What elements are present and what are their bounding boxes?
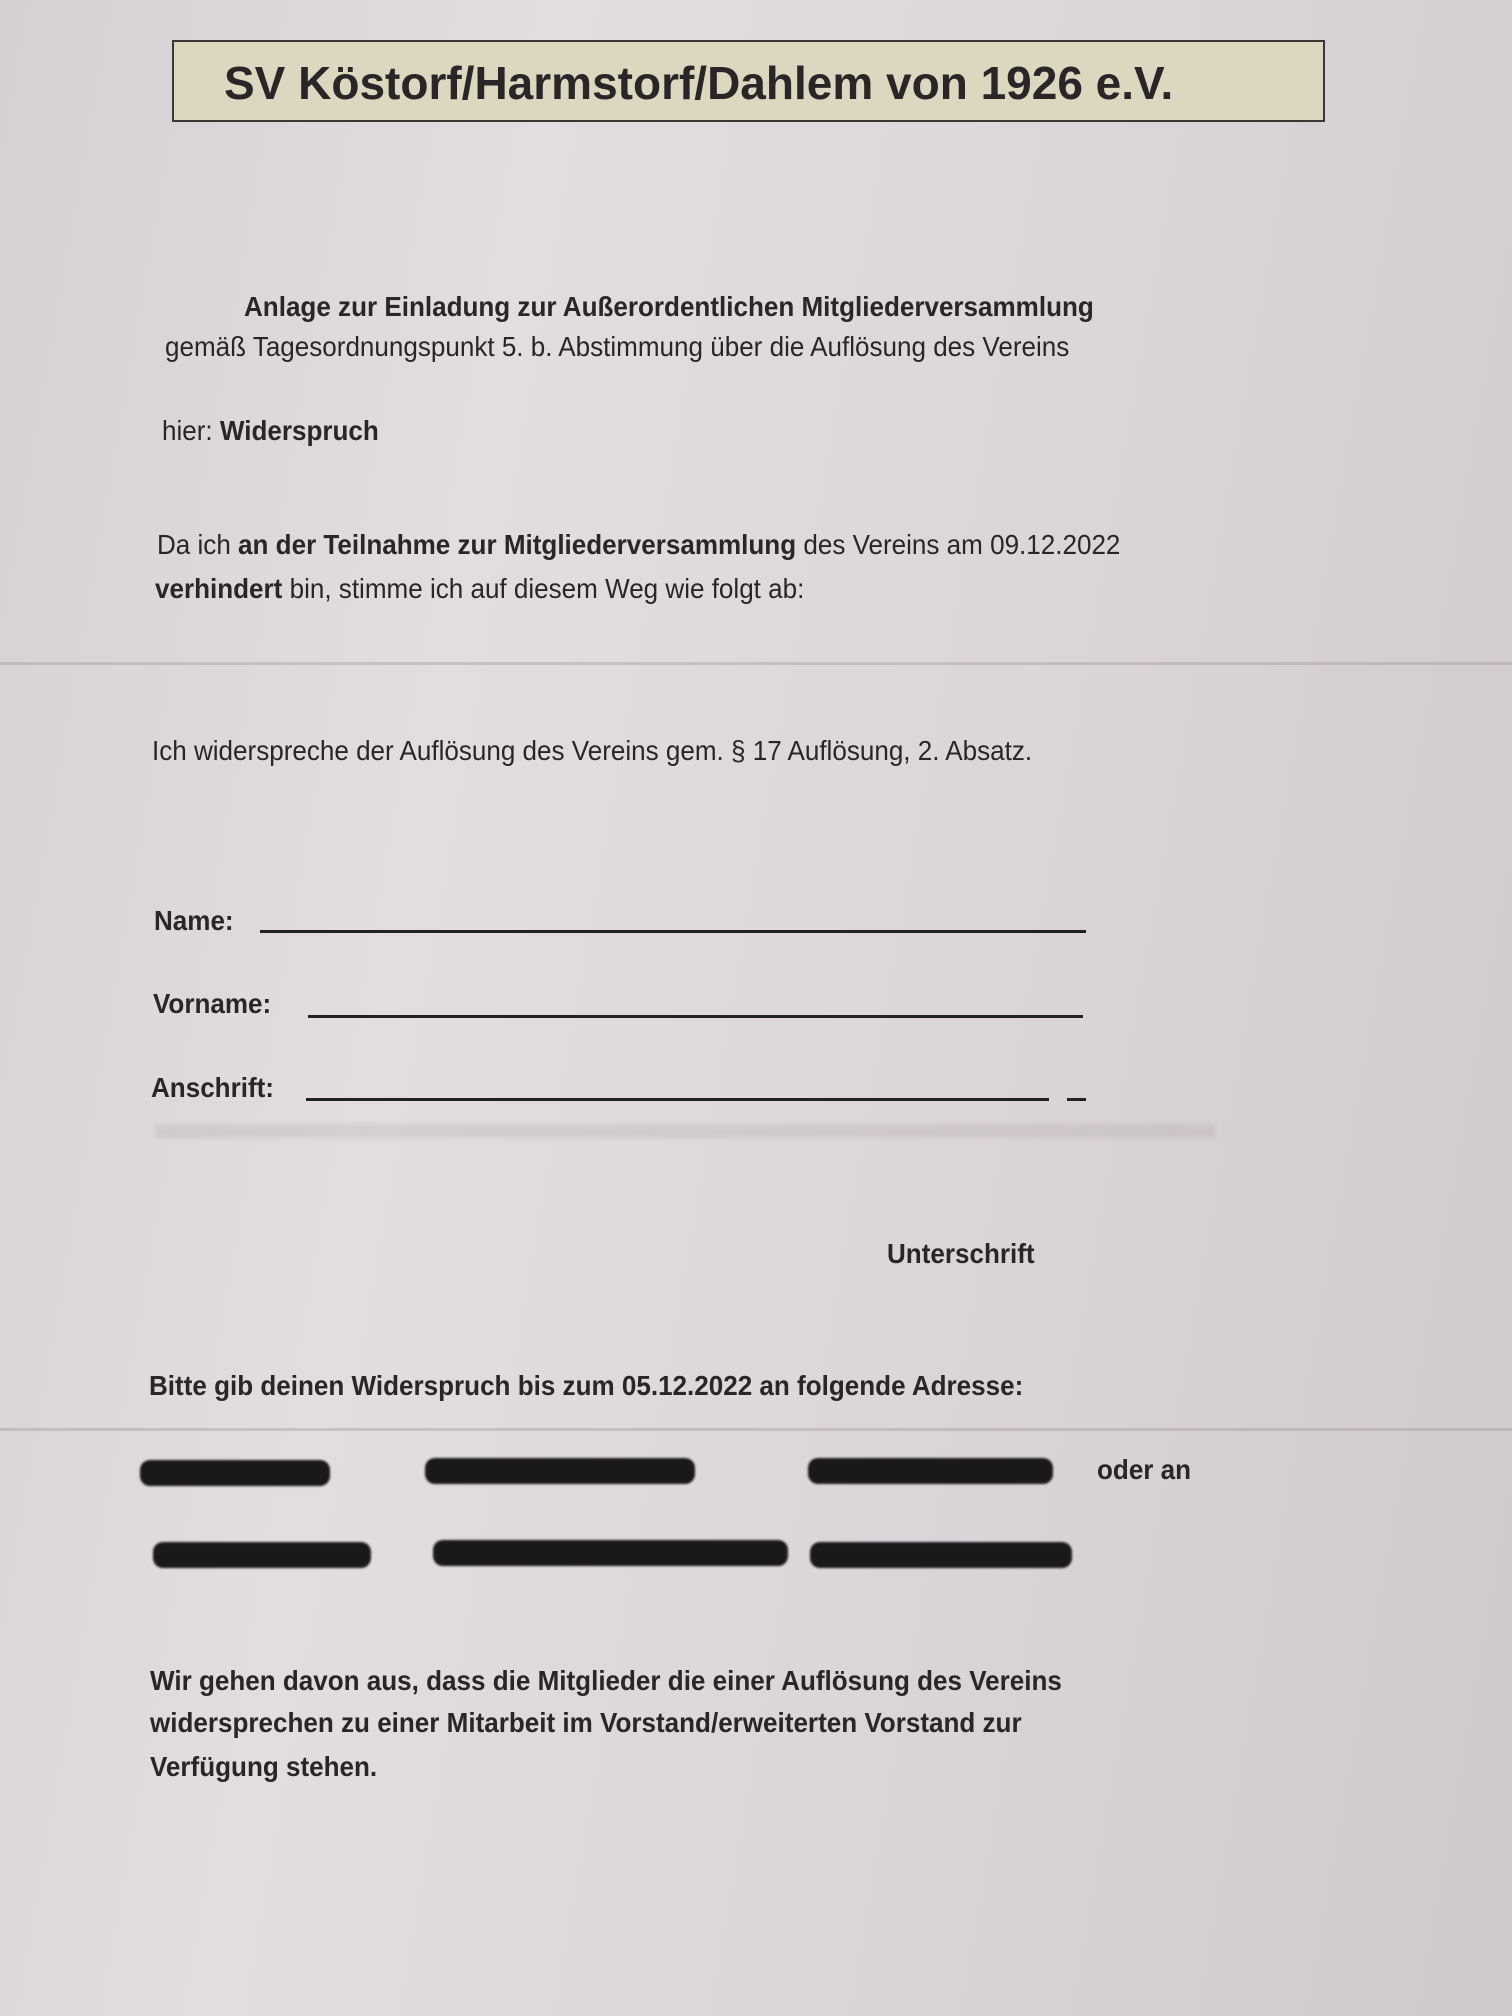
statement-line-1 <box>157 528 1120 562</box>
anschrift-field[interactable] <box>306 1098 1049 1101</box>
statement-text: Da ich <box>157 529 231 560</box>
redacted-address <box>140 1460 330 1486</box>
statement-line-2 <box>155 572 804 606</box>
show-through-text <box>155 1124 1215 1138</box>
anschrift-field-extension <box>1067 1098 1086 1101</box>
redacted-address <box>433 1540 788 1566</box>
statement-text: des Vereins am 09.12.2022 <box>803 529 1121 560</box>
statement-bold: an der Teilnahme zur Mitgliederversammlung <box>238 529 797 560</box>
objection-statement: Ich widerspreche der Auflösung des Vereins gem. § 17 Auflösung, 2. Absatz. <box>152 735 1033 766</box>
signature-label: Unterschrift <box>887 1238 1035 1269</box>
deadline-instruction: Bitte gib deinen Widerspruch bis zum 05.12.2022 an folgende Adresse: <box>149 1370 1024 1401</box>
subject-line <box>162 414 379 448</box>
name-field[interactable] <box>260 930 1086 933</box>
subject-value: Widerspruch <box>219 415 379 446</box>
vorname-label: Vorname: <box>153 988 272 1019</box>
redacted-address <box>425 1458 695 1484</box>
name-label: Name: <box>154 905 234 936</box>
statement-text: bin, stimme ich auf diesem Weg wie folgt ab: <box>289 573 805 604</box>
redacted-address <box>810 1542 1072 1568</box>
vorname-field[interactable] <box>308 1015 1083 1018</box>
anschrift-label: Anschrift: <box>151 1072 274 1103</box>
paper-fold <box>0 1428 1512 1431</box>
subject-label: hier: <box>162 415 213 446</box>
redacted-address <box>808 1458 1053 1484</box>
document-title: Anlage zur Einladung zur Außerordentlichen Mitgliederversammlung <box>244 291 1094 322</box>
closing-line: Verfügung stehen. <box>150 1751 378 1782</box>
closing-line: Wir gehen davon aus, dass die Mitglieder die einer Auflösung des Vereins <box>150 1665 1062 1696</box>
statement-bold: verhindert <box>155 573 283 604</box>
paper-fold <box>0 662 1512 665</box>
or-label: oder an <box>1097 1454 1192 1485</box>
closing-line: widersprechen zu einer Mitarbeit im Vorstand/erweiterten Vorstand zur <box>150 1707 1022 1738</box>
club-name: SV Köstorf/Harmstorf/Dahlem von 1926 e.V. <box>224 57 1174 109</box>
club-header-box <box>172 40 1325 122</box>
document-subtitle: gemäß Tagesordnungspunkt 5. b. Abstimmung über die Auflösung des Vereins <box>165 331 1070 362</box>
redacted-address <box>153 1542 371 1568</box>
